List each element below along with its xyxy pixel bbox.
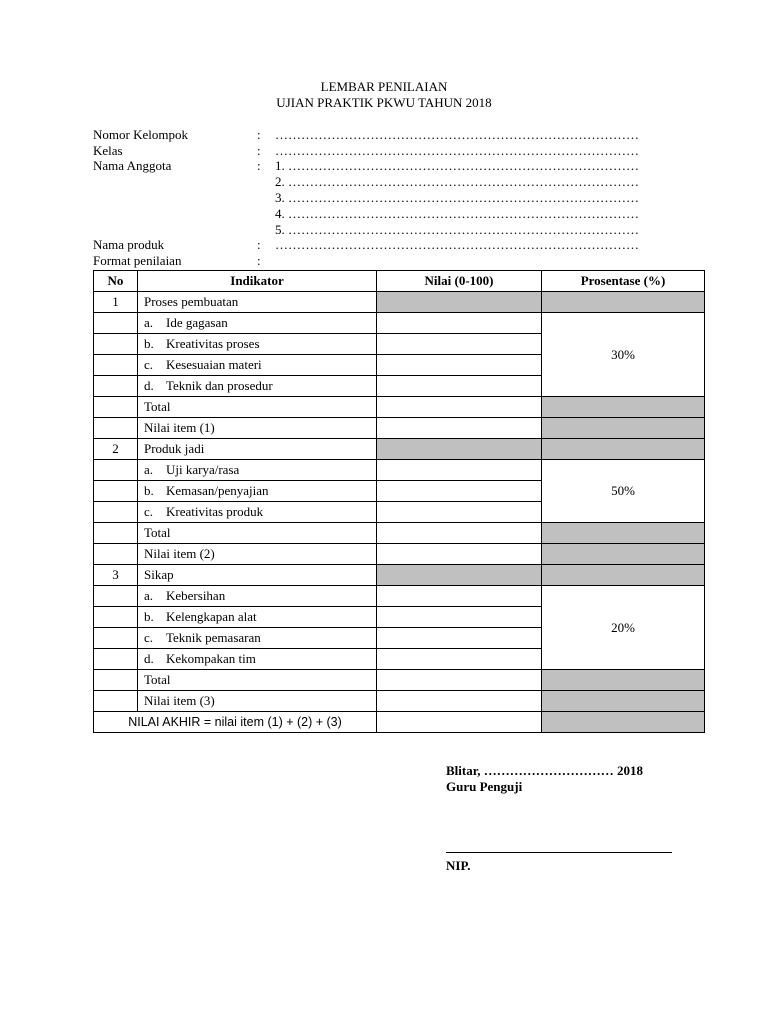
item-label: Kreativitas produk	[166, 504, 264, 519]
item-score-row	[94, 418, 705, 439]
empty-cell	[94, 502, 138, 523]
header-nilai: Nilai (0-100)	[377, 271, 542, 292]
score-cell	[377, 397, 542, 418]
section-no: 3	[94, 565, 138, 586]
field-dots: …………………………………………………………………………	[275, 143, 639, 158]
item-letter: d.	[144, 651, 154, 666]
item-label: Kebersihan	[166, 588, 226, 603]
empty-cell	[94, 355, 138, 376]
indicator-cell	[138, 460, 377, 481]
empty-cell	[94, 628, 138, 649]
shaded-cell	[542, 544, 705, 565]
member-4: 4. ………………………………………………………………………	[275, 206, 639, 221]
shaded-cell	[542, 712, 705, 733]
section-row	[94, 439, 705, 460]
item-label: Teknik dan prosedur	[166, 378, 273, 393]
empty-cell	[94, 691, 138, 712]
title-line-1: LEMBAR PENILAIAN	[320, 79, 448, 94]
empty-cell	[94, 586, 138, 607]
section-no: 1	[94, 292, 138, 313]
empty-cell	[94, 397, 138, 418]
item-letter: a.	[144, 588, 154, 603]
item-letter: c.	[144, 630, 154, 645]
shaded-cell	[542, 670, 705, 691]
header-prosentase: Prosentase (%)	[542, 271, 705, 292]
score-cell	[377, 418, 542, 439]
section-row	[94, 565, 705, 586]
signature-nip: NIP.	[446, 858, 471, 873]
score-cell	[377, 460, 542, 481]
shaded-cell	[542, 292, 705, 313]
title-line-2: UJIAN PRAKTIK PKWU TAHUN 2018	[276, 95, 492, 110]
item-label: Kemasan/penyajian	[166, 483, 269, 498]
empty-cell	[94, 334, 138, 355]
empty-cell	[94, 418, 138, 439]
item-score-label: Nilai item (3)	[138, 691, 377, 712]
empty-cell	[94, 460, 138, 481]
item-score-row	[94, 691, 705, 712]
item-label: Teknik pemasaran	[166, 630, 261, 645]
field-label: Format penilaian	[93, 253, 182, 268]
item-letter: c.	[144, 357, 154, 372]
score-cell	[377, 586, 542, 607]
indicator-cell	[138, 313, 377, 334]
field-colon: :	[257, 143, 261, 158]
item-letter: d.	[144, 378, 154, 393]
final-score-label: NILAI AKHIR = nilai item (1) + (2) + (3)	[94, 712, 377, 733]
item-label: Kreativitas proses	[166, 336, 260, 351]
field-label: Nama produk	[93, 237, 165, 252]
total-row	[94, 523, 705, 544]
empty-cell	[94, 313, 138, 334]
field-label: Nomor Kelompok	[93, 127, 188, 142]
section-no: 2	[94, 439, 138, 460]
shaded-cell	[377, 565, 542, 586]
shaded-cell	[542, 691, 705, 712]
item-score-label: Nilai item (2)	[138, 544, 377, 565]
indicator-cell	[138, 607, 377, 628]
item-label: Kelengkapan alat	[166, 609, 257, 624]
score-cell	[377, 376, 542, 397]
item-score-label: Nilai item (1)	[138, 418, 377, 439]
empty-cell	[94, 376, 138, 397]
empty-cell	[94, 481, 138, 502]
item-label: Kekompakan tim	[166, 651, 256, 666]
field-colon: :	[257, 237, 261, 252]
shaded-cell	[542, 523, 705, 544]
final-score-row	[94, 712, 705, 733]
score-cell	[377, 523, 542, 544]
shaded-cell	[542, 565, 705, 586]
indicator-cell	[138, 649, 377, 670]
score-cell	[377, 607, 542, 628]
score-cell	[377, 670, 542, 691]
empty-cell	[94, 670, 138, 691]
percent-cell: 50%	[542, 460, 705, 523]
indicator-cell	[138, 376, 377, 397]
signature-place-date: Blitar, ………………………… 2018	[446, 763, 644, 778]
section-title: Proses pembuatan	[138, 292, 377, 313]
item-score-row	[94, 544, 705, 565]
item-label: Uji karya/rasa	[166, 462, 240, 477]
signature-line	[446, 852, 672, 853]
indicator-cell	[138, 586, 377, 607]
header-no: No	[94, 271, 138, 292]
score-cell	[377, 334, 542, 355]
shaded-cell	[542, 439, 705, 460]
item-letter: c.	[144, 504, 154, 519]
percent-cell: 20%	[542, 586, 705, 670]
section-title: Sikap	[138, 565, 377, 586]
shaded-cell	[542, 418, 705, 439]
total-label: Total	[138, 523, 377, 544]
item-label: Kesesuaian materi	[166, 357, 262, 372]
indicator-cell	[138, 502, 377, 523]
item-letter: b.	[144, 483, 154, 498]
field-label: Nama Anggota	[93, 158, 172, 173]
score-cell	[377, 649, 542, 670]
header-indikator: Indikator	[138, 271, 377, 292]
field-colon: :	[257, 158, 261, 173]
item-letter: b.	[144, 609, 154, 624]
member-3: 3. ………………………………………………………………………	[275, 190, 639, 205]
signature-role: Guru Penguji	[446, 779, 523, 794]
indicator-cell	[138, 628, 377, 649]
score-cell	[377, 355, 542, 376]
score-cell	[377, 628, 542, 649]
empty-cell	[94, 523, 138, 544]
score-cell	[377, 502, 542, 523]
shaded-cell	[377, 292, 542, 313]
empty-cell	[94, 607, 138, 628]
field-dots: …………………………………………………………………………	[275, 237, 639, 252]
item-letter: a.	[144, 315, 154, 330]
score-cell	[377, 313, 542, 334]
indicator-cell	[138, 355, 377, 376]
empty-cell	[94, 544, 138, 565]
score-cell	[377, 691, 542, 712]
indicator-cell	[138, 334, 377, 355]
percent-cell: 30%	[542, 313, 705, 397]
assessment-table	[93, 270, 705, 733]
section-title: Produk jadi	[138, 439, 377, 460]
empty-cell	[94, 649, 138, 670]
field-dots: …………………………………………………………………………	[275, 127, 639, 142]
table-row	[94, 586, 705, 607]
item-letter: a.	[144, 462, 154, 477]
member-5: 5. ………………………………………………………………………	[275, 222, 639, 237]
field-colon: :	[257, 127, 261, 142]
score-cell	[377, 712, 542, 733]
shaded-cell	[542, 397, 705, 418]
field-colon: :	[257, 253, 261, 268]
total-label: Total	[138, 670, 377, 691]
score-cell	[377, 481, 542, 502]
section-row	[94, 292, 705, 313]
total-label: Total	[138, 397, 377, 418]
table-row	[94, 460, 705, 481]
item-label: Ide gagasan	[166, 315, 228, 330]
indicator-cell	[138, 481, 377, 502]
field-label: Kelas	[93, 143, 123, 158]
shaded-cell	[377, 439, 542, 460]
score-cell	[377, 544, 542, 565]
member-2: 2. ………………………………………………………………………	[275, 174, 639, 189]
member-1: 1. ………………………………………………………………………	[275, 158, 639, 173]
table-row	[94, 313, 705, 334]
item-letter: b.	[144, 336, 154, 351]
total-row	[94, 397, 705, 418]
table-header-row	[94, 271, 705, 292]
total-row	[94, 670, 705, 691]
